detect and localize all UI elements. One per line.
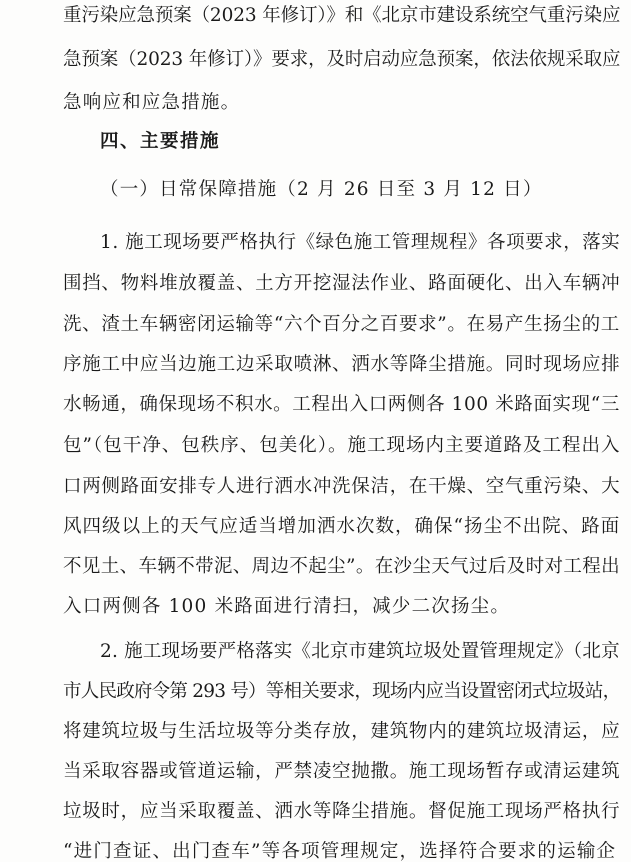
body-text-line: 口两侧路面安排专人进行洒水冲洗保洁，在干燥、空气重污染、大 — [63, 476, 621, 497]
body-text-line: 洗、渣土车辆密闭运输等“六个百分之百要求”。在易产生扬尘的工 — [63, 314, 620, 335]
body-text-line: 急响应和应急措施。 — [63, 92, 241, 113]
body-text-line: 包”（包干净、包秩序、包美化）。施工现场内主要道路及工程出入 — [63, 435, 621, 456]
body-text-line: 水畅通，确保现场不积水。工程出入口两侧各 100 米路面实现“三 — [63, 394, 620, 415]
body-text-line: 垃圾时，应当采取覆盖、洒水等降尘措施。督促施工现场严格执行 — [63, 801, 621, 822]
subsection-heading: （一）日常保障措施（2 月 26 日至 3 月 12 日） — [100, 179, 543, 200]
paragraph-first-line: 1. 施工现场要严格执行《绿色施工管理规程》各项要求，落实 — [100, 232, 621, 253]
body-text-line: 重污染应急预案（2023 年修订）》和《北京市建设系统空气重污染应 — [63, 5, 621, 26]
body-text-line: 市人民政府令第 293 号）等相关要求，现场内应当设置密闭式垃圾站， — [63, 681, 621, 702]
body-text-line: 入口两侧各 100 米路面进行清扫，减少二次扬尘。 — [63, 596, 511, 617]
body-text-line: 不见土、车辆不带泥、周边不起尘”。在沙尘天气过后及时对工程出 — [63, 556, 620, 577]
body-text-line: “进门查证、出门查车”等各项管理规定，选择符合要求的运输企 — [63, 841, 617, 862]
body-text-line: 将建筑垃圾与生活垃圾等分类存放，建筑物内的建筑垃圾清运，应 — [63, 721, 621, 742]
body-text-line: 急预案（2023 年修订）》要求，及时启动应急预案，依法依规采取应 — [63, 49, 621, 70]
body-text-line: 风四级以上的天气应适当增加洒水次数，确保“扬尘不出院、路面 — [63, 516, 621, 537]
body-text-line: 当采取容器或管道运输，严禁凌空抛撒。施工现场暂存或清运建筑 — [63, 761, 621, 782]
paragraph-first-line: 2. 施工现场要严格落实《北京市建筑垃圾处置管理规定》（北京 — [100, 641, 620, 662]
body-text-line: 围挡、物料堆放覆盖、土方开挖湿法作业、路面硬化、出入车辆冲 — [63, 273, 621, 294]
section-heading: 四、主要措施 — [100, 131, 221, 152]
body-text-line: 序施工中应当边施工边采取喷淋、洒水等降尘措施。同时现场应排 — [63, 354, 621, 375]
